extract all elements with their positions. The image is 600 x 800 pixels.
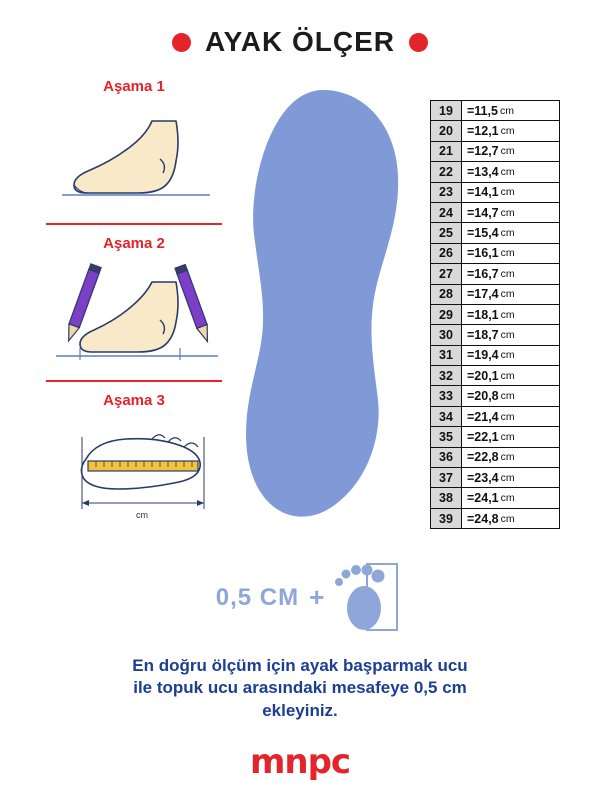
size-number: 33 [431, 386, 462, 405]
footer-note-line-2: ile topuk ucu arasındaki mesafeye 0,5 cm [133, 678, 467, 698]
stage-divider-1 [46, 223, 222, 225]
footer-note-line-1: En doğru ölçüm için ayak başparmak ucu [132, 656, 468, 675]
stage-divider-2 [46, 380, 222, 382]
table-row [431, 305, 559, 325]
size-value: =14,7 cm [462, 203, 559, 222]
table-row [431, 325, 559, 345]
table-row [431, 264, 559, 284]
add-half-cm-text: 0,5 CM [215, 583, 300, 611]
size-value: =13,4 cm [462, 162, 559, 181]
table-row [431, 448, 559, 468]
size-value: =12,7 cm [462, 142, 559, 161]
table-row [431, 285, 559, 305]
size-number: 23 [431, 183, 462, 202]
size-value: =11,5 cm [462, 101, 559, 120]
table-row [431, 346, 559, 366]
size-value: =15,4 cm [462, 223, 559, 242]
stages-column [34, 78, 234, 531]
size-number: 30 [431, 325, 462, 344]
add-half-cm-block [180, 545, 440, 650]
size-value: =20,1 cm [462, 366, 559, 385]
size-value: =24,8 cm [462, 509, 559, 528]
size-value: =21,4 cm [462, 407, 559, 426]
stage-1-label: Aşama 1 [103, 78, 165, 95]
plus-sign: + [309, 582, 325, 612]
size-value: =22,1 cm [462, 427, 559, 446]
size-value: =12,1 cm [462, 121, 559, 140]
size-number: 36 [431, 448, 462, 467]
stage-3-label: Aşama 3 [103, 392, 165, 409]
size-value: =18,1 cm [462, 305, 559, 324]
footer-note-line-3: ekleyiniz. [262, 700, 338, 720]
table-row [431, 162, 559, 182]
size-value: =18,7 cm [462, 325, 559, 344]
title-right-dot-icon [409, 33, 428, 52]
title-left-dot-icon [172, 33, 191, 52]
size-number: 28 [431, 285, 462, 304]
page-title [0, 26, 600, 58]
table-row [431, 427, 559, 447]
stage-3 [34, 392, 234, 531]
shoe-sole-illustration [228, 84, 418, 534]
size-value: =23,4 cm [462, 468, 559, 487]
table-row [431, 121, 559, 141]
brand-logo: mnpc [249, 742, 351, 782]
table-row [431, 468, 559, 488]
table-row [431, 101, 559, 121]
table-row [431, 244, 559, 264]
stage-3-unit-label: cm [136, 510, 148, 520]
size-number: 19 [431, 101, 462, 120]
table-row [431, 203, 559, 223]
size-value: =16,1 cm [462, 244, 559, 263]
size-number: 29 [431, 305, 462, 324]
footprint-icon [334, 552, 404, 643]
foot-with-pencils-icon [34, 256, 234, 374]
size-number: 26 [431, 244, 462, 263]
size-value: =22,8 cm [462, 448, 559, 467]
size-value: =19,4 cm [462, 346, 559, 365]
table-row [431, 223, 559, 243]
stage-1 [34, 78, 234, 225]
size-number: 25 [431, 223, 462, 242]
footer-note [30, 655, 570, 722]
size-number: 22 [431, 162, 462, 181]
table-row [431, 407, 559, 427]
table-row [431, 386, 559, 406]
size-number: 35 [431, 427, 462, 446]
table-row [431, 183, 559, 203]
size-value: =16,7 cm [462, 264, 559, 283]
size-value: =14,1 cm [462, 183, 559, 202]
table-row [431, 488, 559, 508]
size-value: =17,4 cm [462, 285, 559, 304]
size-number: 38 [431, 488, 462, 507]
size-number: 34 [431, 407, 462, 426]
size-number: 37 [431, 468, 462, 487]
size-number: 32 [431, 366, 462, 385]
table-row [431, 366, 559, 386]
size-number: 39 [431, 509, 462, 528]
stage-2 [34, 235, 234, 382]
size-value: =20,8 cm [462, 386, 559, 405]
size-number: 24 [431, 203, 462, 222]
foot-side-view-icon [34, 99, 234, 217]
size-table [430, 100, 560, 529]
table-row [431, 509, 559, 529]
foot-outline-with-ruler-icon [34, 413, 234, 531]
size-value: =24,1 cm [462, 488, 559, 507]
table-row [431, 142, 559, 162]
size-number: 20 [431, 121, 462, 140]
size-number: 27 [431, 264, 462, 283]
page-title-text: AYAK ÖLÇER [205, 26, 395, 57]
stage-2-label: Aşama 2 [103, 235, 165, 252]
size-number: 31 [431, 346, 462, 365]
size-number: 21 [431, 142, 462, 161]
